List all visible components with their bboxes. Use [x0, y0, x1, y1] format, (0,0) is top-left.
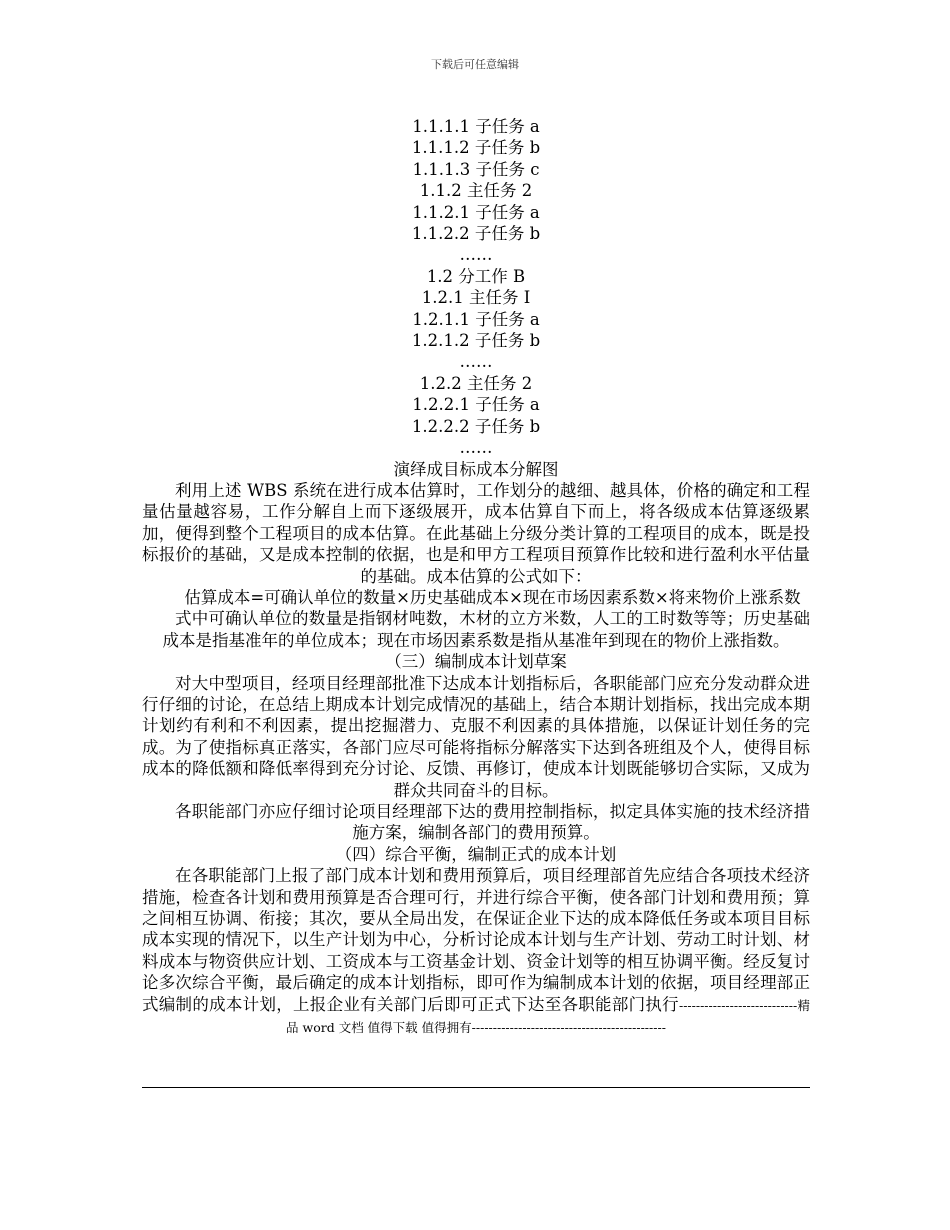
paragraph-wbs-estimation: 利用上述 WBS 系统在进行成本估算时，工作划分的越细、越具体，价格的确定和工程量估量越容易，工作分解自上而下逐级展开，成本估算自下而上，将各级成本估算逐级累加，便得到整个工程项目的成本估算。在此基础上分级分类计算的工程项目的成本，既是投标报价的基础，又是成本控制的依据，也是和甲方工程项目预算作比较和进行盈利水平估量的基础。成本估算的公式如下：: [142, 480, 810, 586]
wbs-ellipsis: ……: [459, 352, 493, 372]
section-heading-4: （四）综合平衡，编制正式的成本计划: [335, 844, 617, 864]
figure-caption: 演绎成目标成本分解图: [393, 459, 559, 479]
wbs-ellipsis: ……: [459, 438, 493, 458]
wbs-line: 1.2.2.2 子任务 b: [411, 416, 541, 436]
wbs-line: 1.2.1.1 子任务 a: [412, 309, 540, 329]
footer-note: ----------------------------精品 word 文档 值得下载 值得拥有----------------------------------------------: [286, 997, 811, 1036]
wbs-line: 1.2.2.1 子任务 a: [412, 395, 540, 415]
paragraph-formula-explanation: 式中可确认单位的数量是指钢材吨数，木材的立方米数，人工的工时数等等；历史基础成本是指基准年的单位成本；现在市场因素系数是指从基准年到现在的物价上涨指数。: [162, 609, 810, 650]
paragraph-final-plan: [142, 865, 810, 1038]
final-plan-text: 在各职能部门上报了部门成本计划和费用预算后，项目经理部首先应结合各项技术经济措施，检查各计划和费用预算是否合理可行，并进行综合平衡，使各部门计划和费用预；算之间相互协调、衔接；其次，要从全局出发，在保证企业下达的成本降低任务或本项目目标成本实现的情况下，以生产计划为中心，分析讨论成本计划与生产计划、劳动工时计划、材料成本与物资供应计划、工资成本与工资基金计划、资金计划等的相互协调平衡。经反复讨论多次综合平衡，最后确定的成本计划指标，即可作为编制成本计划的依据，项目经理部正式编制的成本计划，上报企业有关部门后即可正式下达至各职能部门执行: [142, 866, 810, 1014]
wbs-line: 1.1.2 主任务 2: [419, 181, 533, 201]
wbs-line: 1.1.1.2 子任务 b: [411, 138, 541, 158]
wbs-line: 1.1.2.2 子任务 b: [411, 224, 541, 244]
page-header: 下载后可任意编辑: [431, 58, 519, 71]
wbs-line: 1.1.1.1 子任务 a: [412, 117, 540, 136]
wbs-line: 1.1.2.1 子任务 a: [412, 202, 540, 222]
paragraph-department-budget: 各职能部门亦应仔细讨论项目经理部下达的费用控制指标，拟定具体实施的技术经济措施方案，编制各部门的费用预算。: [175, 802, 810, 843]
footer-divider: [142, 1087, 810, 1088]
document-body: [142, 116, 810, 1038]
section-heading-3: （三）编制成本计划草案: [385, 652, 567, 672]
wbs-line: 1.2.1 主任务 I: [421, 288, 531, 308]
wbs-line: 1.2.2 主任务 2: [419, 373, 533, 393]
wbs-line: 1.2 分工作 B: [426, 266, 526, 286]
wbs-ellipsis: ……: [459, 245, 493, 265]
wbs-line: 1.2.1.2 子任务 b: [411, 331, 541, 351]
formula-paragraph: 估算成本=可确认单位的数量×历史基础成本×现在市场因素系数×将来物价上涨系数: [184, 587, 801, 607]
wbs-list: [142, 116, 810, 459]
wbs-line: 1.1.1.3 子任务 c: [412, 159, 540, 179]
paragraph-draft-plan: 对大中型项目，经项目经理部批准下达成本计划指标后，各职能部门应充分发动群众进行仔细的讨论，在总结上期成本计划完成情况的基础上，结合本期计划指标，找出完成本期计划约有利和不利因素，提出挖掘潜力、克服不利因素的具体措施，以保证计划任务的完成。为了使指标真正落实，各部门应尽可能将指标分解落实下达到各班组及个人，使得目标成本的降低额和降低率得到充分讨论、反馈、再修订，使成本计划既能够切合实际，又成为群众共同奋斗的目标。: [142, 673, 810, 800]
